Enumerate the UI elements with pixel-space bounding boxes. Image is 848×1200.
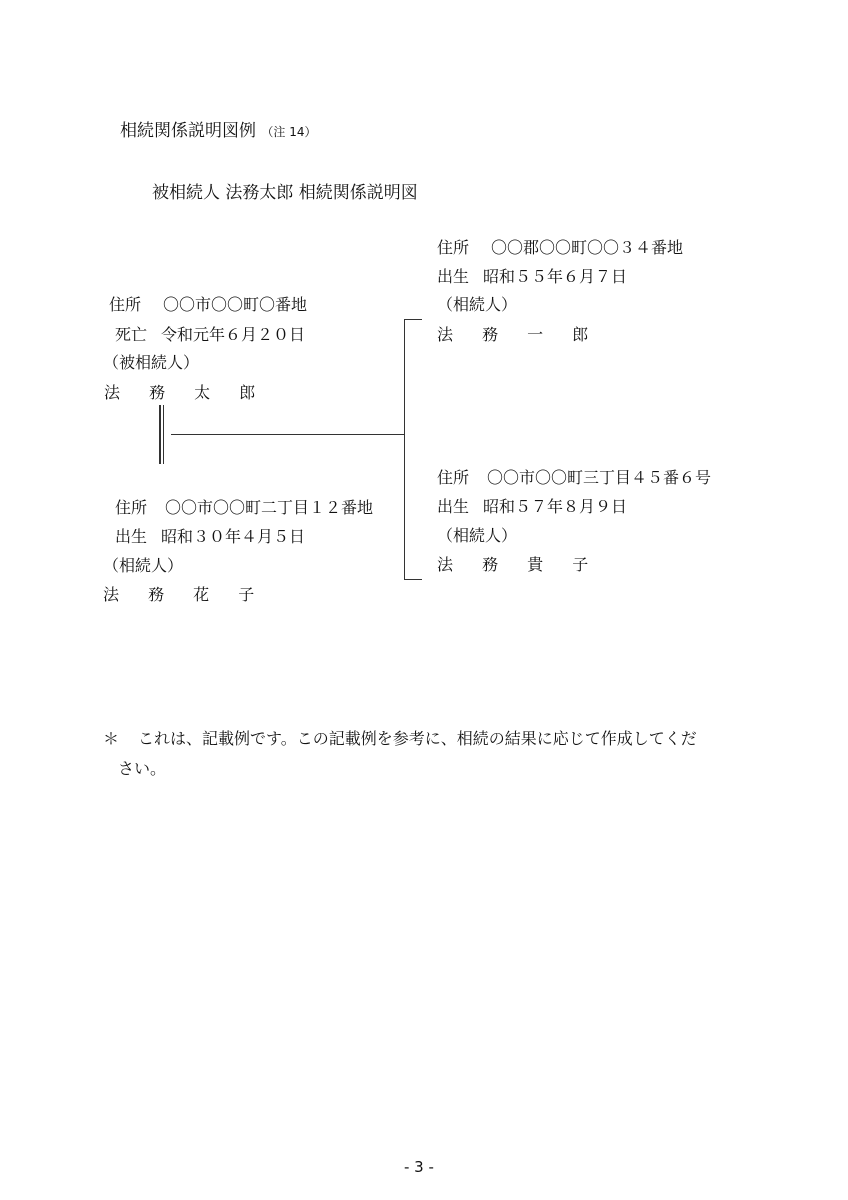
child1-birth-label: 出生 [437, 267, 470, 286]
descendant-connector [171, 434, 404, 435]
decedent-name: 法 務 太 郎 [104, 383, 268, 402]
footnote-line2: さい。 [118, 759, 167, 778]
child1-address-label: 住所 [437, 238, 470, 257]
child2-birth-value: 昭和５７年８月９日 [483, 497, 628, 516]
spouse-birth [115, 527, 305, 547]
title-text: 相続関係説明図例 [120, 121, 256, 141]
child1-bracket [404, 319, 422, 320]
spouse-birth-value: 昭和３０年４月５日 [161, 527, 306, 546]
decedent-role: （被相続人） [103, 353, 200, 372]
child2-role: （相続人） [437, 526, 518, 545]
decedent-death-label: 死亡 [115, 325, 148, 344]
marriage-line-right [163, 405, 164, 464]
children-bracket-vertical [404, 319, 405, 580]
spouse-address [115, 498, 373, 518]
child2-address-value: 〇〇市〇〇町三丁目４５番６号 [487, 468, 712, 487]
child1-role: （相続人） [437, 295, 518, 314]
decedent-address [109, 295, 307, 315]
child1-address-value: 〇〇郡〇〇町〇〇３４番地 [491, 238, 684, 257]
document-title [120, 121, 317, 142]
spouse-address-value: 〇〇市〇〇町二丁目１２番地 [165, 498, 374, 517]
footnote-line1: これは、記載例です。この記載例を参考に、相続の結果に応じて作成してくだ [138, 729, 697, 748]
child2-address-label: 住所 [437, 468, 470, 487]
child1-birth [437, 267, 627, 287]
child2-birth-label: 出生 [437, 497, 470, 516]
decedent-address-value: 〇〇市〇〇町〇番地 [163, 295, 308, 314]
child1-name: 法 務 一 郎 [437, 325, 601, 344]
spouse-name: 法 務 花 子 [103, 585, 267, 604]
child2-birth [437, 497, 627, 517]
footnote-mark: ＊ [103, 729, 120, 748]
page-number: - 3 - [404, 1158, 434, 1176]
child2-name: 法 務 貴 子 [437, 555, 601, 574]
diagram-subtitle: 被相続人 法務太郎 相続関係説明図 [152, 183, 418, 203]
decedent-death-value: 令和元年６月２０日 [161, 325, 306, 344]
marriage-line-left [159, 405, 161, 464]
spouse-address-label: 住所 [115, 498, 148, 517]
spouse-birth-label: 出生 [115, 527, 148, 546]
child1-address [437, 238, 683, 258]
child2-address [437, 468, 711, 488]
decedent-death [115, 325, 305, 345]
title-note: （注 14） [261, 125, 317, 139]
spouse-role: （相続人） [103, 556, 184, 575]
child1-birth-value: 昭和５５年６月７日 [483, 267, 628, 286]
decedent-address-label: 住所 [109, 295, 142, 314]
child2-bracket [404, 579, 422, 580]
